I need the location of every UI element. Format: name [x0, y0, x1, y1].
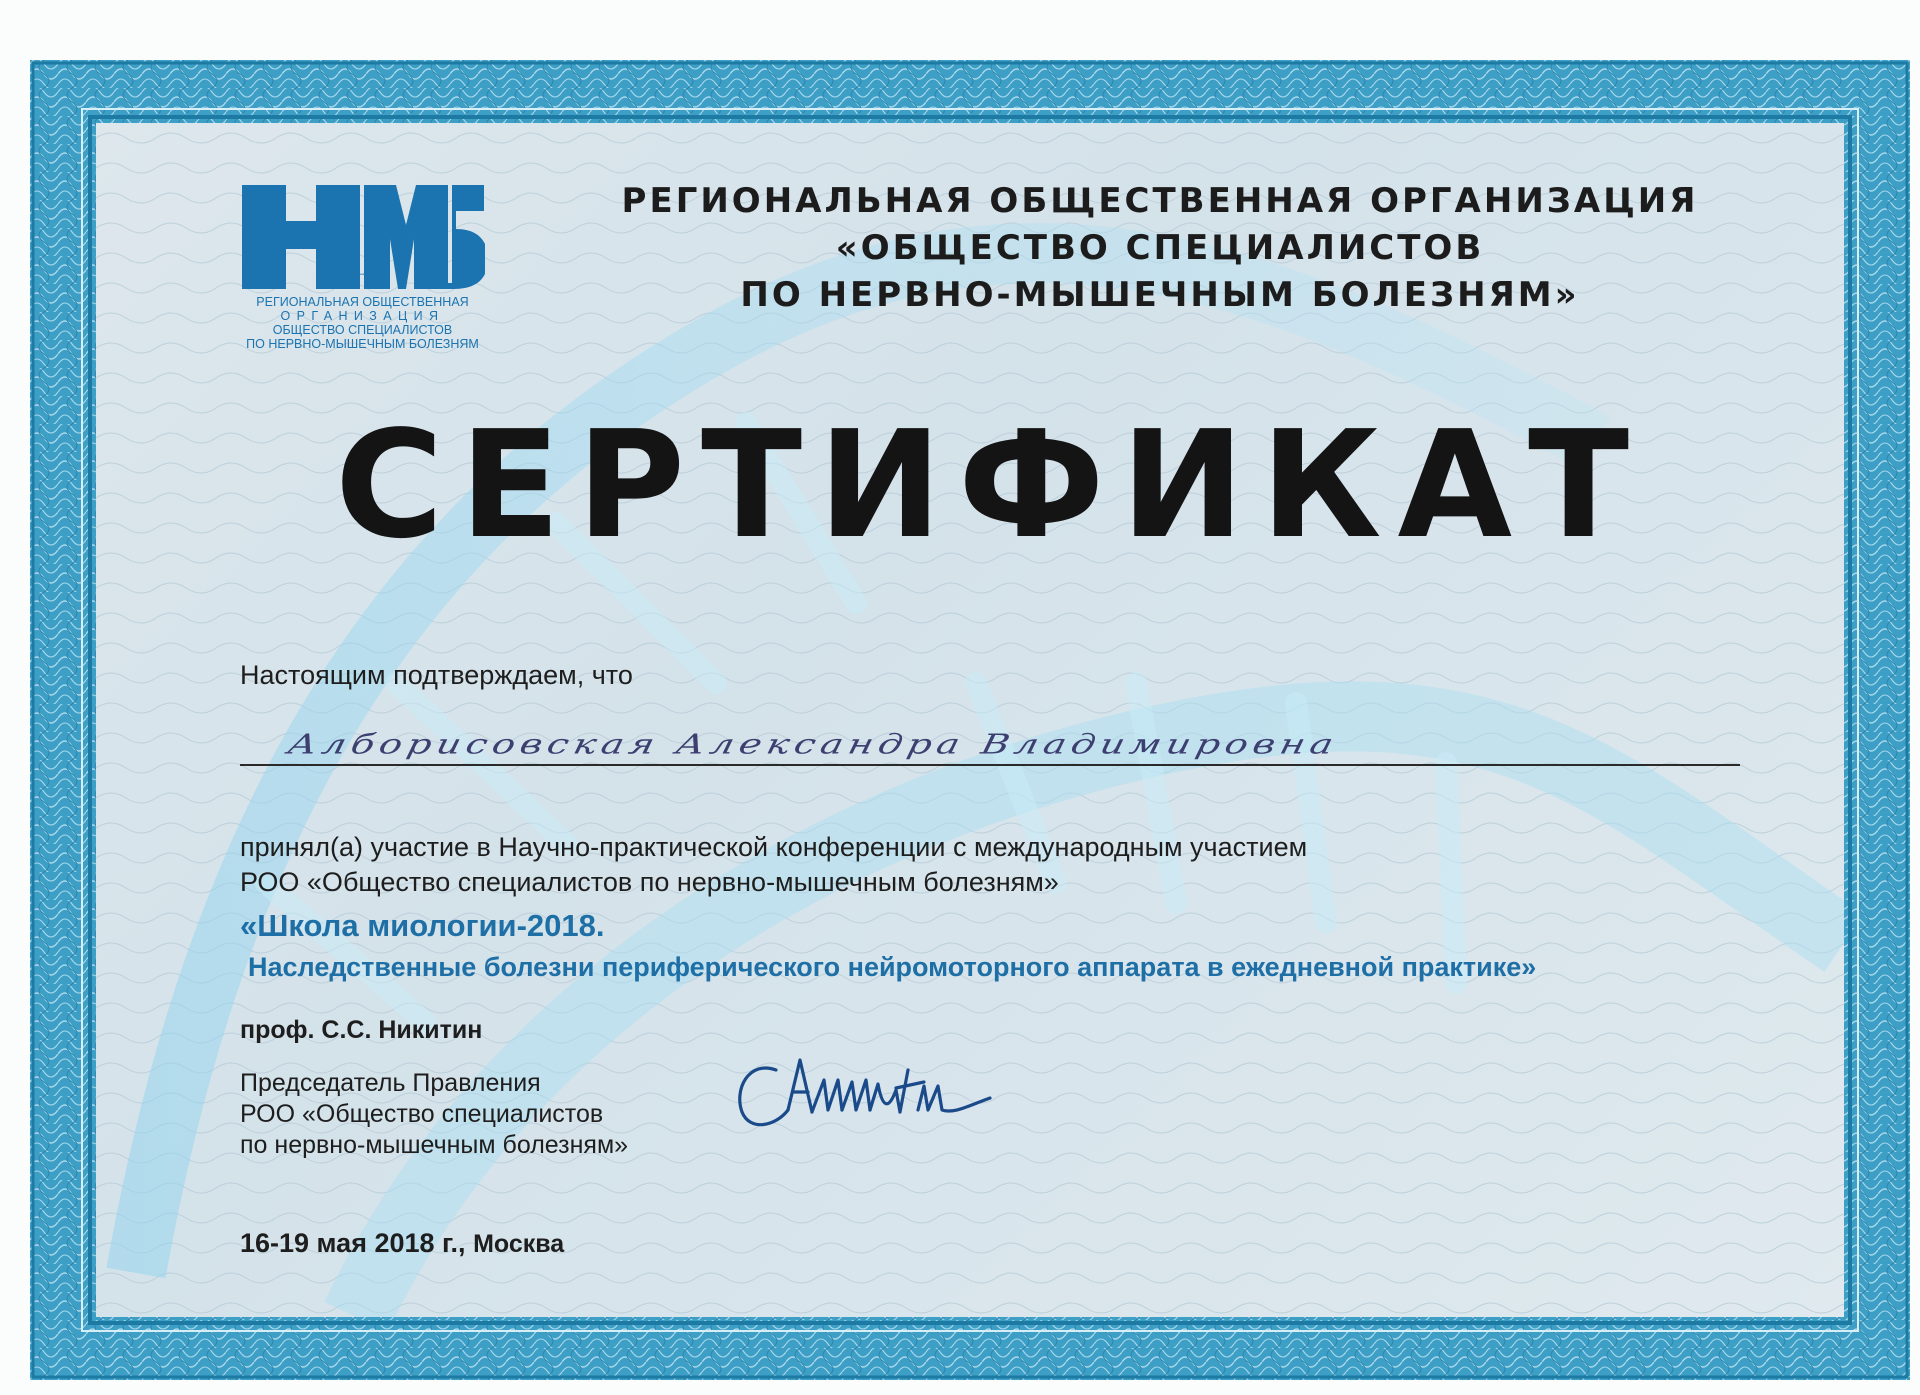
- organization-logo: [240, 183, 485, 358]
- organization-name-line: ПО НЕРВНО-МЫШЕЧНЫМ БОЛЕЗНЯМ»: [740, 275, 1580, 315]
- organization-name-line: РЕГИОНАЛЬНАЯ ОБЩЕСТВЕННАЯ ОРГАНИЗАЦИЯ: [621, 181, 1699, 221]
- event-date: [240, 1228, 564, 1259]
- event-dates: 16-19 мая 2018 г.,: [240, 1228, 466, 1258]
- signatory-role-line: РОО «Общество специалистов: [240, 1100, 604, 1128]
- logo-caption-line: ОРГАНИЗАЦИЯ: [280, 309, 445, 323]
- signatory-name: проф. С.С. Никитин: [240, 1016, 483, 1044]
- event-title: [240, 905, 1536, 987]
- handwritten-signature: [728, 1030, 1048, 1150]
- organization-name-line: «ОБЩЕСТВО СПЕЦИАЛИСТОВ: [835, 228, 1485, 268]
- signatory-role: [240, 1068, 628, 1161]
- participation-line: РОО «Общество специалистов по нервно-мышечным болезням»: [240, 867, 1059, 897]
- confirmation-text: Настоящим подтверждаем, что: [240, 660, 633, 690]
- svg-text:НМБ: НМБ: [359, 274, 365, 276]
- organization-name: [580, 178, 1740, 319]
- event-title-line: «Школа миологии-2018.: [240, 908, 605, 943]
- logo-caption-line: ПО НЕРВНО-МЫШЕЧНЫМ БОЛЕЗНЯМ: [246, 337, 479, 351]
- name-underline: [240, 764, 1740, 766]
- signatory-role-line: по нервно-мышечным болезням»: [240, 1131, 629, 1159]
- logo-caption-line: РЕГИОНАЛЬНАЯ ОБЩЕСТВЕННАЯ: [256, 295, 469, 309]
- signatory-role-line: Председатель Правления: [240, 1069, 541, 1097]
- logo-caption: [240, 295, 485, 351]
- event-city: Москва: [473, 1230, 565, 1258]
- participation-text: [240, 830, 1307, 900]
- participation-line: принял(а) участие в Научно-практической конференции с международным участием: [240, 832, 1308, 862]
- logo-mark-icon: [240, 183, 485, 293]
- logo-caption-line: ОБЩЕСТВО СПЕЦИАЛИСТОВ: [272, 323, 453, 337]
- recipient-name: Алборисовская Александра Владимировна: [285, 728, 1342, 760]
- event-subtitle-line: Наследственные болезни периферического нейромоторного аппарата в ежедневной практике»: [248, 952, 1537, 982]
- certificate-title: СЕРТИФИКАТ: [334, 399, 1646, 571]
